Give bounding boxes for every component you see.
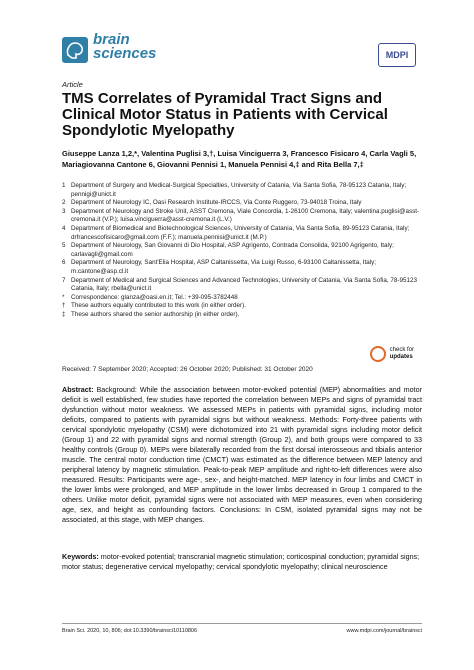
journal-name-line1: brain xyxy=(93,31,130,48)
affiliation-symbol: ‡ xyxy=(62,310,66,318)
abstract-text: Background: While the association between motor-evoked potential (MEP) abnormalities and motor deficit is well established, few studies have reported the correlation between MEPs and signs of pyramidal tract dysfunction without motor weakness. We assessed MEPs in patients with pyramidal signs, including motor deficits, compared to patients with pyramidal signs but without weakness. Methods: Forty-three patients with cervical spondylotic myelopathy (CSM) were dichotomized into 21 with pyramidal signs including motor deficit (Group 1) and 22 with pyramidal signs and normal strength (Group 2), and both groups were compared to 33 healthy controls (Group 0). MEPs were bilaterally recorded from the first dorsal interosseous and tibialis anterior muscle. The central motor conduction time (CMCT) was estimated as the difference between MEP latency and peripheral latency by magnetic stimulation. Peak-to-peak MEP amplitude and right-to-left differences were also measured. Results: Participants were age-, sex-, and height-matched. MEP latency in four limbs and CMCT in the lower limbs were prolonged, and MEP amplitude in the lower limbs decreased in Group 1 compared to the others. Unlike motor deficit, pyramidal signs were not associated with MEP measures, even when considering age, sex, and height as confounding factors. Conclusions: In CSM, isolated pyramidal signs may not be associated, at this stage, with MEP changes. xyxy=(62,385,423,524)
affiliation-row xyxy=(62,311,422,320)
affiliations xyxy=(62,182,422,320)
footer-journal-link[interactable]: www.mdpi.com/journal/brainsci xyxy=(346,628,422,634)
footer-citation: Brain Sci. 2020, 10, 806; doi:10.3390/brainsci10110806 xyxy=(62,628,198,634)
affiliation-text: These authors equally contributed to this work (in either order). xyxy=(71,302,247,310)
affiliation-text: Department of Medical and Surgical Sciences and Advanced Technologies, University of Catania, Via Santa Sofia, 78-95123 Catania, Italy; rbella@unict.it xyxy=(71,276,417,293)
affiliation-row xyxy=(62,259,422,276)
affiliation-text: Department of Surgery and Medical-Surgical Specialties, University of Catania, Via Santa Sofia, 78-95123 Catania, Italy; pennigi@unict.it xyxy=(71,182,407,198)
publisher-logo: MDPI xyxy=(378,43,416,67)
check-updates-icon xyxy=(370,346,386,362)
affiliation-symbol: 4 xyxy=(62,224,66,232)
abstract xyxy=(62,385,422,525)
check-updates-line2: updates xyxy=(389,354,413,360)
keywords-label: Keywords: xyxy=(62,552,99,561)
keywords xyxy=(62,552,422,572)
affiliation-symbol: † xyxy=(62,302,66,310)
affiliation-symbol: * xyxy=(62,293,65,301)
affiliation-text: Department of Biomedical and Biotechnological Sciences, University of Catania, Via Santa Sofia, 89-95123 Catania, Italy; drfrancescofisicaro@gmail.com (F.F.); manuela.pennisi@unict.it (M.P.) xyxy=(71,224,410,241)
affiliation-row xyxy=(62,302,422,311)
affiliation-text: Correspondence: glanza@oasi.en.it; Tel.: +39-095-3782448 xyxy=(71,293,238,301)
affiliation-symbol: 7 xyxy=(62,276,66,284)
article-type: Article xyxy=(62,80,83,89)
affiliation-text: These authors shared the senior authorship (in either order). xyxy=(71,310,240,318)
affiliation-row xyxy=(62,208,422,225)
affiliation-row xyxy=(62,199,422,208)
abstract-label: Abstract: xyxy=(62,385,94,394)
keywords-text: motor-evoked potential; transcranial magnetic stimulation; corticospinal conduction; pyramidal signs; motor status; degenerative cervical myelopathy; cervical spondylotic myelopathy; clinical neuroscience xyxy=(62,552,420,571)
affiliation-row xyxy=(62,182,422,199)
affiliation-row xyxy=(62,277,422,294)
check-updates-line1: check for xyxy=(389,347,415,353)
affiliation-symbol: 6 xyxy=(62,259,66,267)
check-for-updates-badge[interactable] xyxy=(370,346,416,368)
affiliation-row xyxy=(62,225,422,242)
journal-name-line2: sciences xyxy=(93,45,157,62)
footer-divider xyxy=(62,623,422,624)
journal-logo-icon xyxy=(62,37,88,63)
affiliation-symbol: 1 xyxy=(62,182,66,189)
affiliation-symbol: 3 xyxy=(62,207,66,215)
affiliation-row xyxy=(62,294,422,303)
affiliation-text: Department of Neurology, San Giovanni di Dio Hospital, ASP Agrigento, Contrada Consolida, 92100 Agrigento, Italy; carlavagli@gmail.com xyxy=(71,242,394,258)
journal-name xyxy=(93,33,156,61)
affiliation-text: Department of Neurology IC, Oasi Research Institute-IRCCS, Via Conte Ruggero, 73-94018 Troina, Italy xyxy=(71,199,362,207)
affiliation-symbol: 5 xyxy=(62,242,66,250)
affiliation-text: Department of Neurology and Stroke Unit, ASST Cremona, Viale Concordia, 1-26100 Cremona, Italy; valentina.puglisi@asst-cremona.it (V.P.); luisa.vinciguerra@asst-cremona.it (L.V.) xyxy=(71,207,420,224)
publication-dates: Received: 7 September 2020; Accepted: 26 October 2020; Published: 31 October 2020 xyxy=(62,366,313,373)
affiliation-symbol: 2 xyxy=(62,199,66,207)
affiliation-row xyxy=(62,242,422,259)
author-list: Giuseppe Lanza 1,2,*, Valentina Puglisi 3,†, Luisa Vinciguerra 3, Francesco Fisicaro 4, Carla Vagli 5, Mariagiovanna Cantone 6, Giovanni Pennisi 1, Manuela Pennisi 4,‡ and Rita Bella 7,‡ xyxy=(62,149,417,169)
paper-title: TMS Correlates of Pyramidal Tract Signs and Clinical Motor Status in Patients with Cervical Spondylotic Myelopathy xyxy=(62,90,388,139)
affiliation-text: Department of Neurology, Sant'Elia Hospital, ASP Caltanissetta, Via Luigi Russo, 6-93100 Caltanissetta, Italy; m.cantone@asp.cl.it xyxy=(71,259,377,275)
